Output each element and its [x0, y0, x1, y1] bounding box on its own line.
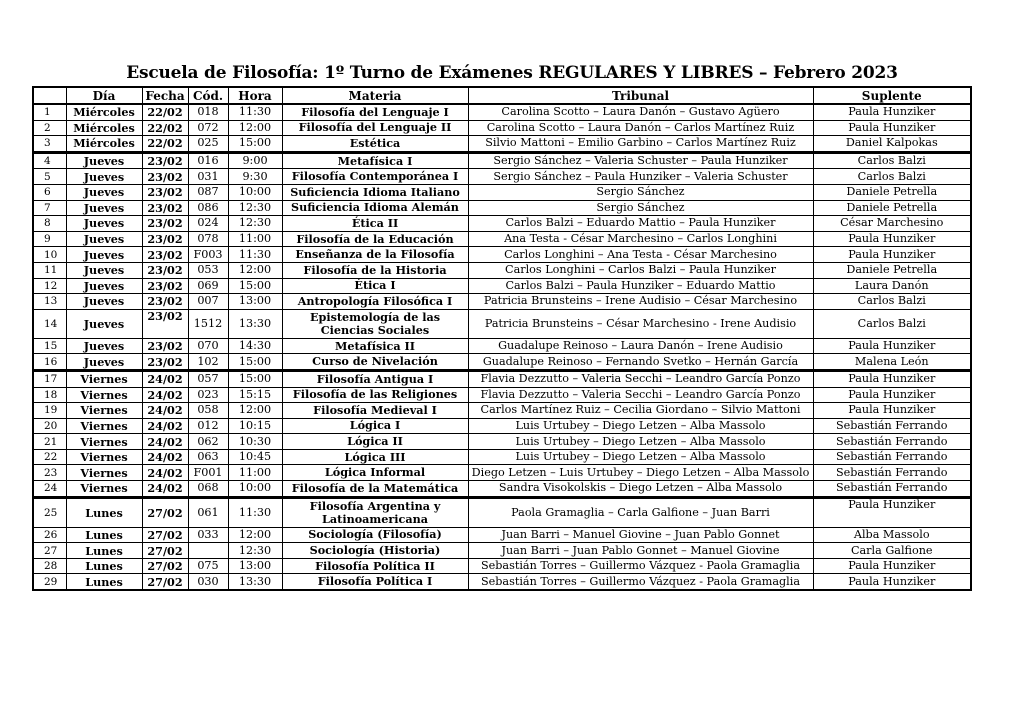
cell-dia: Jueves: [66, 278, 142, 294]
row-number: 3: [33, 136, 66, 153]
cell-hora: 10:00: [228, 481, 282, 498]
cell-hora: 15:15: [228, 387, 282, 403]
cell-dia: Jueves: [66, 247, 142, 263]
cell-fecha: 23/02: [142, 354, 188, 371]
cell-fecha: 27/02: [142, 543, 188, 559]
cell-fecha: 24/02: [142, 387, 188, 403]
cell-tribunal: Flavia Dezzutto – Valeria Secchi – Leandro García Ponzo: [468, 370, 813, 387]
cell-dia: Lunes: [66, 543, 142, 559]
table-row: [33, 418, 971, 434]
table-row: [33, 278, 971, 294]
cell-dia: Miércoles: [66, 104, 142, 120]
cell-tribunal: Sergio Sánchez – Paula Hunziker – Valeria Schuster: [468, 169, 813, 185]
cell-cod: 012: [188, 418, 228, 434]
cell-materia: Metafísica I: [282, 152, 468, 169]
cell-hora: 11:30: [228, 104, 282, 120]
cell-fecha: 23/02: [142, 309, 188, 338]
cell-cod: 057: [188, 370, 228, 387]
row-number: 5: [33, 169, 66, 185]
table-row: [33, 231, 971, 247]
cell-hora: 15:00: [228, 278, 282, 294]
cell-materia: Ética I: [282, 278, 468, 294]
cell-fecha: 24/02: [142, 418, 188, 434]
cell-materia: Estética: [282, 136, 468, 153]
cell-dia: Jueves: [66, 294, 142, 310]
cell-suplente: Carlos Balzi: [813, 294, 971, 310]
table-row: [33, 497, 971, 527]
cell-suplente: César Marchesino: [813, 216, 971, 232]
table-row: [33, 543, 971, 559]
row-number: 2: [33, 120, 66, 136]
cell-hora: 10:30: [228, 434, 282, 450]
cell-cod: 007: [188, 294, 228, 310]
cell-hora: 13:30: [228, 574, 282, 590]
cell-fecha: 22/02: [142, 104, 188, 120]
cell-hora: 10:00: [228, 184, 282, 200]
cell-hora: 15:00: [228, 136, 282, 153]
cell-hora: 14:30: [228, 338, 282, 354]
cell-cod: [188, 543, 228, 559]
cell-dia: Viernes: [66, 418, 142, 434]
cell-suplente: Paula Hunziker: [813, 104, 971, 120]
cell-materia: Filosofía Contemporánea I: [282, 169, 468, 185]
cell-hora: 13:00: [228, 294, 282, 310]
cell-cod: 030: [188, 574, 228, 590]
cell-cod: 075: [188, 558, 228, 574]
cell-cod: 070: [188, 338, 228, 354]
cell-fecha: 23/02: [142, 169, 188, 185]
cell-dia: Viernes: [66, 387, 142, 403]
cell-hora: 10:45: [228, 449, 282, 465]
row-number: 19: [33, 403, 66, 419]
row-number: 15: [33, 338, 66, 354]
cell-suplente: Paula Hunziker: [813, 231, 971, 247]
cell-dia: Viernes: [66, 434, 142, 450]
cell-dia: Jueves: [66, 216, 142, 232]
cell-materia: Filosofía de las Religiones: [282, 387, 468, 403]
cell-fecha: 23/02: [142, 338, 188, 354]
table-row: [33, 354, 971, 371]
cell-dia: Jueves: [66, 184, 142, 200]
cell-suplente: Paula Hunziker: [813, 120, 971, 136]
cell-suplente: Paula Hunziker: [813, 403, 971, 419]
cell-cod: 033: [188, 527, 228, 543]
cell-fecha: 22/02: [142, 136, 188, 153]
row-number: 11: [33, 262, 66, 278]
cell-dia: Viernes: [66, 449, 142, 465]
cell-hora: 12:00: [228, 120, 282, 136]
cell-suplente: Daniele Petrella: [813, 262, 971, 278]
row-number: 24: [33, 481, 66, 498]
row-number: 21: [33, 434, 66, 450]
cell-hora: 12:30: [228, 543, 282, 559]
row-number: 12: [33, 278, 66, 294]
cell-fecha: 27/02: [142, 497, 188, 527]
cell-cod: 063: [188, 449, 228, 465]
row-number: 25: [33, 497, 66, 527]
cell-cod: 102: [188, 354, 228, 371]
cell-cod: 1512: [188, 309, 228, 338]
cell-fecha: 24/02: [142, 403, 188, 419]
cell-materia: Suficiencia Idioma Alemán: [282, 200, 468, 216]
cell-fecha: 23/02: [142, 278, 188, 294]
cell-suplente: Sebastián Ferrando: [813, 465, 971, 481]
table-row: [33, 527, 971, 543]
cell-materia: Epistemología de las Ciencias Sociales: [282, 309, 468, 338]
cell-cod: 087: [188, 184, 228, 200]
cell-fecha: 23/02: [142, 152, 188, 169]
cell-suplente: Carla Galfione: [813, 543, 971, 559]
table-row: [33, 169, 971, 185]
header-hora: Hora: [228, 87, 282, 104]
cell-tribunal: Luis Urtubey – Diego Letzen – Alba Massolo: [468, 449, 813, 465]
cell-suplente: Sebastián Ferrando: [813, 449, 971, 465]
cell-materia: Filosofía de la Matemática: [282, 481, 468, 498]
cell-dia: Viernes: [66, 481, 142, 498]
cell-tribunal: Carlos Balzi – Paula Hunziker – Eduardo Mattio: [468, 278, 813, 294]
cell-dia: Jueves: [66, 200, 142, 216]
cell-dia: Lunes: [66, 558, 142, 574]
row-number: 16: [33, 354, 66, 371]
cell-suplente: Laura Danón: [813, 278, 971, 294]
cell-tribunal: Luis Urtubey – Diego Letzen – Alba Massolo: [468, 434, 813, 450]
table-row: [33, 184, 971, 200]
row-number: 29: [33, 574, 66, 590]
cell-tribunal: Paola Gramaglia – Carla Galfione – Juan Barri: [468, 497, 813, 527]
cell-hora: 12:30: [228, 200, 282, 216]
cell-tribunal: Sandra Visokolskis – Diego Letzen – Alba Massolo: [468, 481, 813, 498]
cell-cod: 062: [188, 434, 228, 450]
table-row: [33, 104, 971, 120]
cell-hora: 10:15: [228, 418, 282, 434]
cell-fecha: 23/02: [142, 231, 188, 247]
row-number: 14: [33, 309, 66, 338]
cell-materia: Filosofía Antigua I: [282, 370, 468, 387]
cell-materia: Filosofía Política II: [282, 558, 468, 574]
cell-cod: 072: [188, 120, 228, 136]
cell-hora: 9:30: [228, 169, 282, 185]
cell-materia: Filosofía Argentina y Latinoamericana: [282, 497, 468, 527]
cell-tribunal: Flavia Dezzutto – Valeria Secchi – Leandro García Ponzo: [468, 387, 813, 403]
cell-cod: 025: [188, 136, 228, 153]
row-number: 20: [33, 418, 66, 434]
row-number: 18: [33, 387, 66, 403]
cell-cod: 078: [188, 231, 228, 247]
cell-fecha: 24/02: [142, 449, 188, 465]
cell-cod: F001: [188, 465, 228, 481]
cell-fecha: 24/02: [142, 481, 188, 498]
cell-fecha: 22/02: [142, 120, 188, 136]
row-number: 10: [33, 247, 66, 263]
table-row: [33, 574, 971, 590]
cell-suplente: Paula Hunziker: [813, 247, 971, 263]
cell-tribunal: Sergio Sánchez: [468, 184, 813, 200]
row-number: 4: [33, 152, 66, 169]
cell-materia: Antropología Filosófica I: [282, 294, 468, 310]
cell-suplente: Daniel Kalpokas: [813, 136, 971, 153]
row-number: 9: [33, 231, 66, 247]
cell-cod: 016: [188, 152, 228, 169]
cell-cod: 058: [188, 403, 228, 419]
cell-tribunal: Sergio Sánchez: [468, 200, 813, 216]
cell-tribunal: Guadalupe Reinoso – Fernando Svetko – Hernán García: [468, 354, 813, 371]
cell-cod: 086: [188, 200, 228, 216]
table-row: [33, 309, 971, 338]
cell-fecha: 24/02: [142, 370, 188, 387]
cell-suplente: Carlos Balzi: [813, 309, 971, 338]
cell-dia: Jueves: [66, 262, 142, 278]
cell-fecha: 27/02: [142, 574, 188, 590]
cell-hora: 12:30: [228, 216, 282, 232]
cell-fecha: 24/02: [142, 465, 188, 481]
table-row: [33, 262, 971, 278]
cell-fecha: 24/02: [142, 434, 188, 450]
cell-tribunal: Juan Barri – Manuel Giovine – Juan Pablo Gonnet: [468, 527, 813, 543]
row-number: 7: [33, 200, 66, 216]
table-row: [33, 370, 971, 387]
cell-materia: Lógica III: [282, 449, 468, 465]
cell-dia: Jueves: [66, 338, 142, 354]
cell-hora: 11:30: [228, 247, 282, 263]
cell-tribunal: Guadalupe Reinoso – Laura Danón – Irene Audisio: [468, 338, 813, 354]
cell-hora: 15:00: [228, 370, 282, 387]
row-number: 28: [33, 558, 66, 574]
table-row: [33, 387, 971, 403]
cell-materia: Filosofía de la Educación: [282, 231, 468, 247]
cell-fecha: 23/02: [142, 262, 188, 278]
cell-tribunal: Ana Testa - César Marchesino – Carlos Longhini: [468, 231, 813, 247]
cell-materia: Enseñanza de la Filosofía: [282, 247, 468, 263]
cell-suplente: Malena León: [813, 354, 971, 371]
cell-materia: Lógica Informal: [282, 465, 468, 481]
table-row: [33, 247, 971, 263]
cell-hora: 11:00: [228, 465, 282, 481]
cell-fecha: 23/02: [142, 200, 188, 216]
cell-fecha: 23/02: [142, 216, 188, 232]
cell-tribunal: Carolina Scotto – Laura Danón – Gustavo Agüero: [468, 104, 813, 120]
cell-hora: 11:30: [228, 497, 282, 527]
cell-suplente: Paula Hunziker: [813, 338, 971, 354]
cell-hora: 15:00: [228, 354, 282, 371]
cell-suplente: Alba Massolo: [813, 527, 971, 543]
table-row: [33, 481, 971, 498]
cell-cod: F003: [188, 247, 228, 263]
cell-cod: 069: [188, 278, 228, 294]
cell-tribunal: Carolina Scotto – Laura Danón – Carlos Martínez Ruiz: [468, 120, 813, 136]
table-row: [33, 558, 971, 574]
cell-suplente: Daniele Petrella: [813, 184, 971, 200]
cell-tribunal: Luis Urtubey – Diego Letzen – Alba Massolo: [468, 418, 813, 434]
cell-materia: Filosofía de la Historia: [282, 262, 468, 278]
cell-cod: 024: [188, 216, 228, 232]
cell-suplente: Carlos Balzi: [813, 152, 971, 169]
cell-tribunal: Sergio Sánchez – Valeria Schuster – Paula Hunziker: [468, 152, 813, 169]
cell-materia: Filosofía Medieval I: [282, 403, 468, 419]
table-row: [33, 120, 971, 136]
table-row: [33, 216, 971, 232]
cell-cod: 061: [188, 497, 228, 527]
cell-tribunal: Diego Letzen – Luis Urtubey – Diego Letzen – Alba Massolo: [468, 465, 813, 481]
cell-materia: Lógica II: [282, 434, 468, 450]
table-row: [33, 136, 971, 153]
cell-fecha: 27/02: [142, 558, 188, 574]
cell-dia: Lunes: [66, 497, 142, 527]
row-number: 23: [33, 465, 66, 481]
cell-cod: 068: [188, 481, 228, 498]
cell-suplente: Paula Hunziker: [813, 497, 971, 527]
table-row: [33, 434, 971, 450]
cell-materia: Metafísica II: [282, 338, 468, 354]
cell-tribunal: Silvio Mattoni – Emilio Garbino – Carlos Martínez Ruiz: [468, 136, 813, 153]
cell-hora: 13:30: [228, 309, 282, 338]
cell-suplente: Sebastián Ferrando: [813, 418, 971, 434]
exam-schedule-table: [32, 86, 972, 591]
cell-fecha: 27/02: [142, 527, 188, 543]
header-fecha: Fecha: [142, 87, 188, 104]
row-number: 8: [33, 216, 66, 232]
table-row: [33, 338, 971, 354]
row-number: 1: [33, 104, 66, 120]
header-materia: Materia: [282, 87, 468, 104]
cell-suplente: Paula Hunziker: [813, 574, 971, 590]
cell-materia: Filosofía del Lenguaje II: [282, 120, 468, 136]
page-title: Escuela de Filosofía: 1º Turno de Exámenes REGULARES Y LIBRES – Febrero 2023: [126, 63, 898, 83]
cell-tribunal: Carlos Martínez Ruiz – Cecilia Giordano – Silvio Mattoni: [468, 403, 813, 419]
cell-cod: 023: [188, 387, 228, 403]
cell-hora: 12:00: [228, 262, 282, 278]
cell-materia: Lógica I: [282, 418, 468, 434]
cell-tribunal: Patricia Brunsteins – César Marchesino - Irene Audisio: [468, 309, 813, 338]
table-row: [33, 449, 971, 465]
cell-tribunal: Patricia Brunsteins – Irene Audisio – César Marchesino: [468, 294, 813, 310]
cell-tribunal: Juan Barri – Juan Pablo Gonnet – Manuel Giovine: [468, 543, 813, 559]
cell-materia: Filosofía del Lenguaje I: [282, 104, 468, 120]
cell-materia: Ética II: [282, 216, 468, 232]
cell-dia: Miércoles: [66, 136, 142, 153]
cell-dia: Jueves: [66, 231, 142, 247]
cell-dia: Jueves: [66, 309, 142, 338]
row-number: 6: [33, 184, 66, 200]
cell-materia: Filosofía Política I: [282, 574, 468, 590]
cell-dia: Viernes: [66, 370, 142, 387]
cell-suplente: Paula Hunziker: [813, 558, 971, 574]
cell-dia: Viernes: [66, 403, 142, 419]
table-row: [33, 403, 971, 419]
cell-hora: 11:00: [228, 231, 282, 247]
cell-hora: 9:00: [228, 152, 282, 169]
row-number: 27: [33, 543, 66, 559]
cell-tribunal: Carlos Longhini – Carlos Balzi – Paula Hunziker: [468, 262, 813, 278]
row-number: 22: [33, 449, 66, 465]
table-row: [33, 152, 971, 169]
cell-tribunal: Sebastián Torres – Guillermo Vázquez - Paola Gramaglia: [468, 558, 813, 574]
cell-tribunal: Carlos Balzi – Eduardo Mattio – Paula Hunziker: [468, 216, 813, 232]
cell-cod: 018: [188, 104, 228, 120]
cell-suplente: Daniele Petrella: [813, 200, 971, 216]
cell-dia: Lunes: [66, 574, 142, 590]
cell-suplente: Sebastián Ferrando: [813, 481, 971, 498]
cell-dia: Viernes: [66, 465, 142, 481]
table-row: [33, 200, 971, 216]
cell-hora: 12:00: [228, 403, 282, 419]
header-suplente: Suplente: [813, 87, 971, 104]
cell-fecha: 23/02: [142, 294, 188, 310]
cell-cod: 053: [188, 262, 228, 278]
cell-materia: Curso de Nivelación: [282, 354, 468, 371]
row-number: 17: [33, 370, 66, 387]
table-header-row: [33, 87, 971, 104]
cell-dia: Miércoles: [66, 120, 142, 136]
cell-materia: Suficiencia Idioma Italiano: [282, 184, 468, 200]
cell-dia: Jueves: [66, 169, 142, 185]
header-number: [33, 87, 66, 104]
cell-tribunal: Sebastián Torres – Guillermo Vázquez - Paola Gramaglia: [468, 574, 813, 590]
table-row: [33, 465, 971, 481]
cell-hora: 13:00: [228, 558, 282, 574]
header-dia: Día: [66, 87, 142, 104]
cell-suplente: Paula Hunziker: [813, 387, 971, 403]
cell-suplente: Carlos Balzi: [813, 169, 971, 185]
cell-materia: Sociología (Historia): [282, 543, 468, 559]
cell-materia: Sociología (Filosofía): [282, 527, 468, 543]
cell-dia: Lunes: [66, 527, 142, 543]
cell-tribunal: Carlos Longhini – Ana Testa - César Marchesino: [468, 247, 813, 263]
row-number: 26: [33, 527, 66, 543]
cell-fecha: 23/02: [142, 184, 188, 200]
row-number: 13: [33, 294, 66, 310]
cell-suplente: Paula Hunziker: [813, 370, 971, 387]
table-row: [33, 294, 971, 310]
cell-dia: Jueves: [66, 152, 142, 169]
header-tribunal: Tribunal: [468, 87, 813, 104]
cell-cod: 031: [188, 169, 228, 185]
header-cod: Cód.: [188, 87, 228, 104]
cell-fecha: 23/02: [142, 247, 188, 263]
cell-hora: 12:00: [228, 527, 282, 543]
cell-suplente: Sebastián Ferrando: [813, 434, 971, 450]
cell-dia: Jueves: [66, 354, 142, 371]
